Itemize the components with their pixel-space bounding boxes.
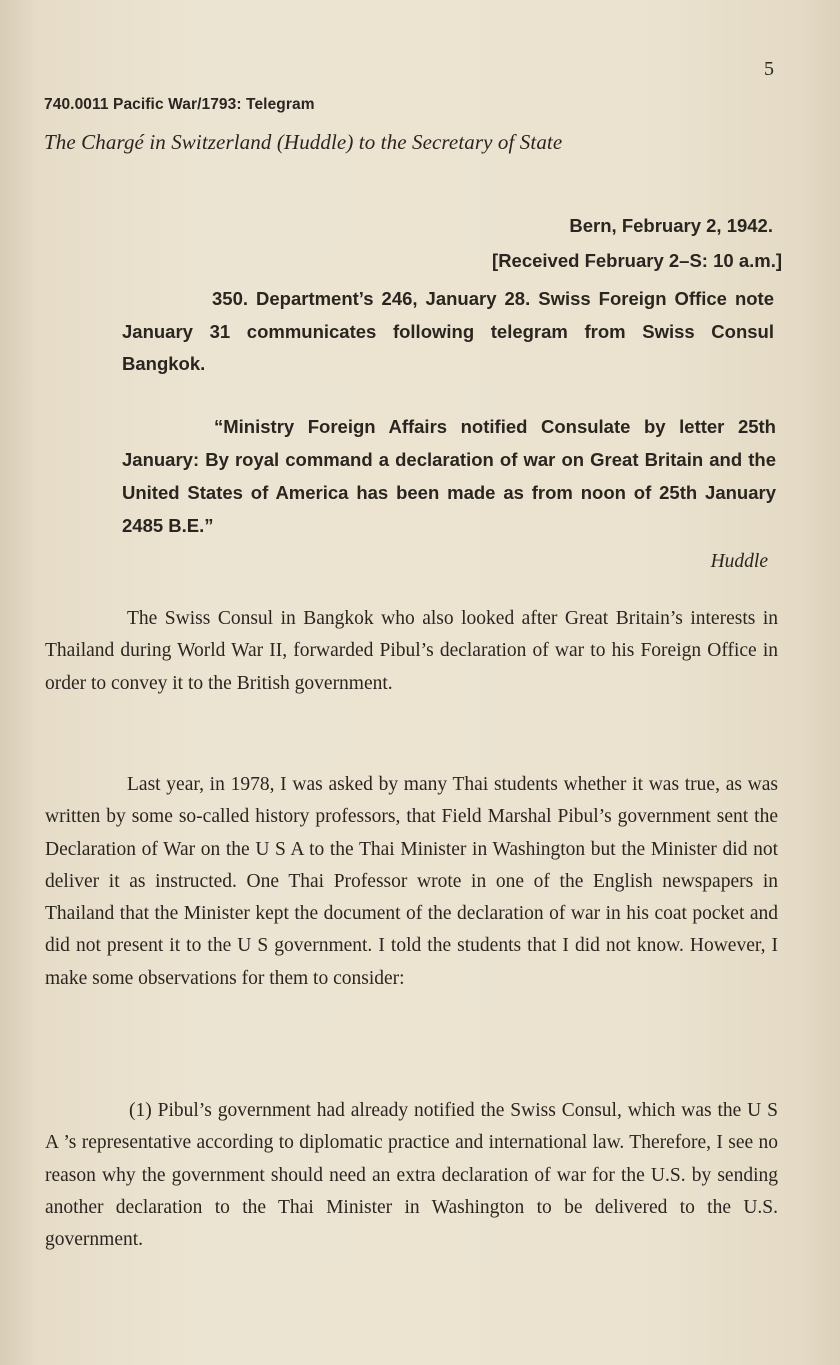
- telegram-quote: “Ministry Foreign Affairs notified Consulate by letter 25th January: By royal command a declaration of war on Great Britain and the United States of America has been made as from noon of 25th January 2485 B.E.”: [122, 416, 776, 536]
- telegram-signature: Huddle: [710, 551, 768, 572]
- telegram-paragraph: 350. Department’s 246, January 28. Swiss Foreign Office note January 31 communicates following telegram from Swiss Consul Bangkok.: [122, 288, 774, 374]
- body-paragraph-2: Last year, in 1978, I was asked by many Thai students whether it was true, as was written by some so-called history professors, that Field Marshal Pibul’s government sent the Declaration of War on the U S A to the Thai Minister in Washington but the Minister did not deliver it as instructed. One Thai Professor wrote in one of the English newspapers in Thailand that the Minister kept the document of the declaration of war in his coat pocket and did not present it to the U S government. I told the students that I did not know. However, I make some observations for them to consider:: [45, 774, 778, 989]
- telegram-dateline: Bern, February 2, 1942.: [569, 215, 773, 236]
- page-number: 5: [764, 58, 774, 80]
- telegram-subtitle: The Chargé in Switzerland (Huddle) to the Secretary of State: [44, 130, 563, 154]
- telegram-received-note: [Received February 2–S: 10 a.m.]: [492, 250, 782, 271]
- body-paragraph-3: (1) Pibul’s government had already notified the Swiss Consul, which was the U S A ’s representative according to diplomatic practice and international law. Therefore, I see no reason why the government should need an extra declaration of war for the U.S. by sending another declaration to the Thai Minister in Washington to be delivered to the U.S. government.: [45, 1100, 778, 1251]
- telegram-reference: 740.0011 Pacific War/1793: Telegram: [44, 96, 315, 113]
- body-paragraph-1: The Swiss Consul in Bangkok who also looked after Great Britain’s interests in Thailand during World War II, forwarded Pibul’s declaration of war to his Foreign Office in order to convey it to the British government.: [45, 608, 778, 694]
